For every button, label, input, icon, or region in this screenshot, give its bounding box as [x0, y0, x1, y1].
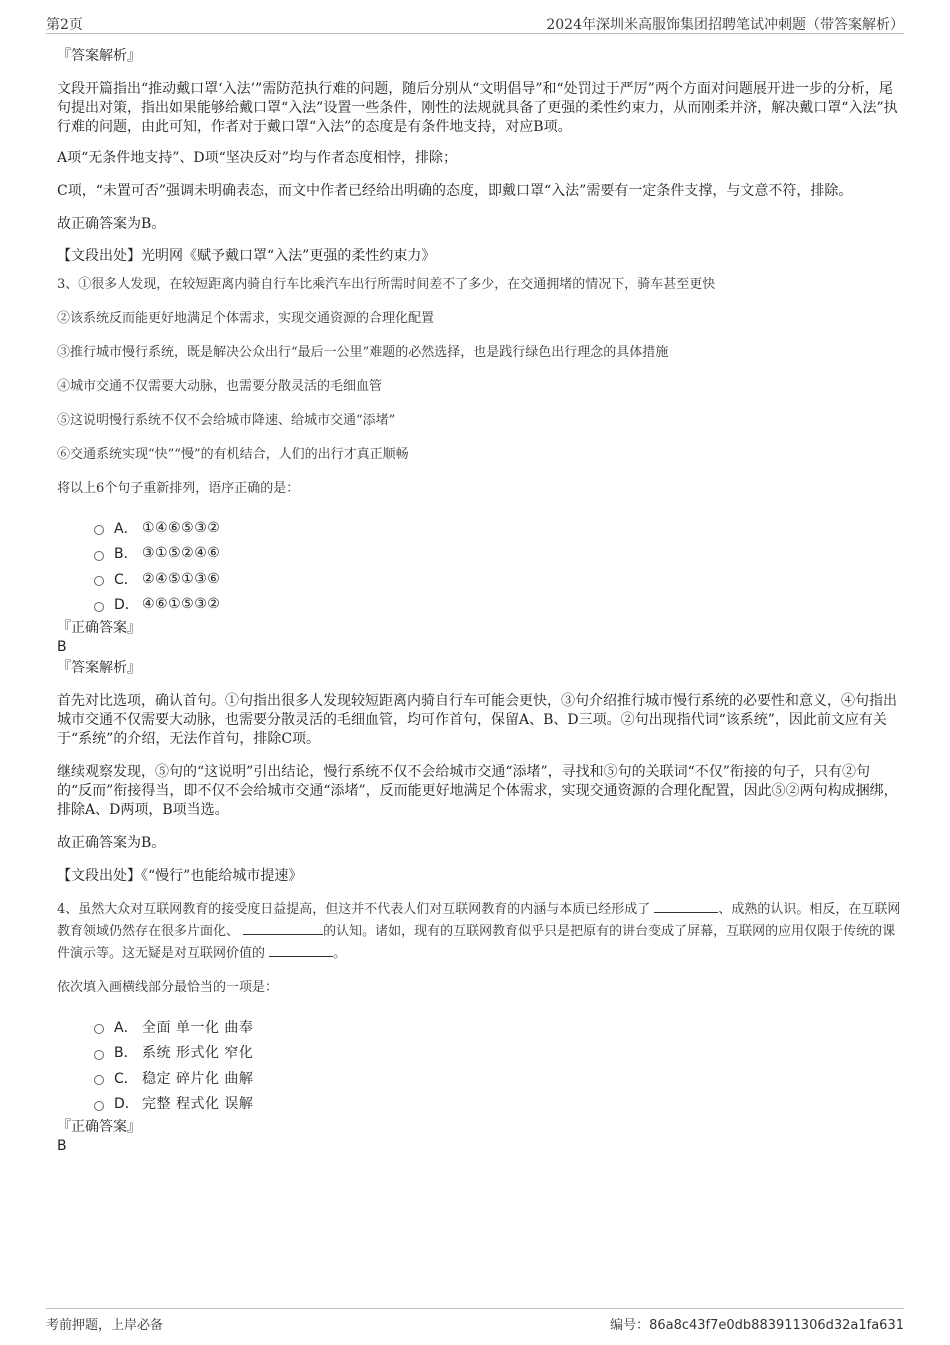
option-list [57, 515, 902, 617]
document-body [57, 40, 902, 1156]
code-label: 编号： [610, 1318, 650, 1333]
sentence-item: ③推行城市慢行系统，既是解决公众出行“最后一公里”难题的必然选择，也是践行绿色出行理念的具体措施 [57, 345, 669, 360]
stem-text: 、成熟的认识。相反，在互联网教育领域仍然存在很多片面化、 [57, 902, 901, 939]
option-text: 全面 单一化 曲奉 [142, 1019, 254, 1036]
footer-divider [46, 1308, 904, 1309]
stem-text: 的认知。诸如，现有的互联网教育似乎只是把原有的讲台变成了屏幕，互联网的应用仅限于传统的课件演示等。这无疑是对互联网价值的 [57, 924, 896, 961]
stem-text: 。 [333, 946, 347, 961]
option-letter: B． [114, 546, 138, 563]
radio-button[interactable] [94, 602, 104, 612]
sentence-item: ④城市交通不仅需要大动脉，也需要分散灵活的毛细血管 [57, 379, 383, 394]
radio-button[interactable] [94, 576, 104, 586]
analysis-conclusion: 故正确答案为B。 [57, 216, 166, 232]
correct-answer: B [57, 639, 67, 655]
fill-blank [654, 898, 718, 913]
radio-button[interactable] [94, 1075, 104, 1085]
analysis-paragraph: 继续观察发现，⑤句的“这说明”引出结论，慢行系统不仅不会给城市交通“添堵”，寻找和⑤句的关联词“不仅”衔接的句子，只有②句的“反而”衔接得当，即不仅不会给城市交通“添堵”，反而能更好地满足个体需求，实现交通资源的合理化配置，因此⑤②两句构成捆绑，排除A、D两项，B项当选。 [57, 764, 898, 818]
option-text: 完整 程式化 误解 [142, 1096, 254, 1113]
question-stem: 3、①很多人发现，在较短距离内骑自行车比乘汽车出行所需时间差不了多少，在交通拥堵的情况下，骑车甚至更快 [57, 277, 716, 292]
option-letter: A． [114, 520, 138, 537]
sentence-item: ②该系统反而能更好地满足个体需求，实现交通资源的合理化配置 [57, 311, 435, 326]
sentence-item: ⑤这说明慢行系统不仅不会给城市降速、给城市交通“添堵” [57, 413, 396, 428]
option-text: ④⑥①⑤③② [142, 596, 221, 613]
stem-text: 4、虽然大众对互联网教育的接受度日益提高，但这并不代表人们对互联网教育的内涵与本质已经形成了 [57, 902, 651, 917]
correct-answer: B [57, 1138, 67, 1154]
fill-blank [243, 920, 323, 935]
option-d[interactable] [94, 592, 902, 618]
correct-answer-label: 『正确答案』 [57, 1119, 141, 1135]
option-text: ②④⑤①③⑥ [142, 570, 221, 587]
option-d[interactable] [94, 1091, 902, 1117]
option-letter: C． [114, 571, 138, 588]
document-code [610, 1314, 904, 1333]
fill-blank [269, 942, 333, 957]
option-letter: B． [114, 1045, 138, 1062]
option-text: ③①⑤②④⑥ [142, 545, 221, 562]
source-citation: 【文段出处】《“慢行”也能给城市提速》 [57, 868, 303, 884]
analysis-paragraph: A项“无条件地支持”、D项“坚决反对”均与作者态度相悖，排除； [57, 150, 457, 166]
header-divider [46, 33, 904, 34]
option-letter: C． [114, 1070, 138, 1087]
option-letter: D． [114, 1096, 139, 1113]
radio-button[interactable] [94, 551, 104, 561]
radio-button[interactable] [94, 1050, 104, 1060]
analysis-conclusion: 故正确答案为B。 [57, 835, 166, 851]
radio-button[interactable] [94, 1024, 104, 1034]
option-text: ①④⑥⑤③② [142, 519, 221, 536]
option-list [57, 1014, 902, 1116]
question-prompt: 将以上6个句子重新排列，语序正确的是： [57, 481, 300, 496]
code-value: 86a8c43f7e0db883911306d32a1fa631 [649, 1318, 904, 1333]
question-prompt: 依次填入画横线部分最恰当的一项是： [57, 980, 279, 995]
option-b[interactable] [94, 541, 902, 567]
document-title: 2024年深圳米高服饰集团招聘笔试冲刺题（带答案解析） [546, 17, 904, 33]
analysis-paragraph: C项，“未置可否”强调未明确表态，而文中作者已经给出明确的态度，即戴口罩“入法”需要有一定条件支撑，与文意不符，排除。 [57, 183, 853, 199]
option-text: 系统 形式化 窄化 [142, 1045, 254, 1062]
page-number: 第2页 [46, 17, 83, 33]
option-c[interactable] [94, 1065, 902, 1091]
option-letter: D． [114, 597, 139, 614]
analysis-paragraph: 首先对比选项，确认首句。①句指出很多人发现较短距离内骑自行车可能会更快，③句介绍推行城市慢行系统的必要性和意义，④句指出城市交通不仅需要大动脉，也需要分散灵活的毛细血管，均可作首句，保留A、B、D三项。②句出现指代词“该系统”，因此前文应有关于“系统”的介绍，无法作首句，排除C项。 [57, 693, 897, 747]
radio-button[interactable] [94, 1101, 104, 1111]
analysis-label: 『答案解析』 [57, 48, 141, 64]
option-a[interactable] [94, 515, 902, 541]
correct-answer-label: 『正确答案』 [57, 620, 141, 636]
radio-button[interactable] [94, 525, 104, 535]
analysis-paragraph: 文段开篇指出“推动戴口罩‘入法’”需防范执行难的问题，随后分别从“文明倡导”和“处罚过于严厉”两个方面对问题展开进一步的分析，尾句提出对策，指出如果能够给戴口罩“入法”设置一些条件，刚性的法规就具备了更强的柔性约束力，从而刚柔并济，解决戴口罩“入法”执行难的问题，由此可知，作者对于戴口罩“入法”的态度是有条件地支持，对应B项。 [57, 81, 898, 135]
option-text: 稳定 碎片化 曲解 [142, 1070, 254, 1087]
option-c[interactable] [94, 566, 902, 592]
source-citation: 【文段出处】光明网《赋予戴口罩“入法”更强的柔性约束力》 [57, 248, 436, 264]
option-a[interactable] [94, 1014, 902, 1040]
option-letter: A． [114, 1019, 138, 1036]
option-b[interactable] [94, 1040, 902, 1066]
question-stem [57, 898, 902, 964]
sentence-item: ⑥交通系统实现“快”“慢”的有机结合，人们的出行才真正顺畅 [57, 447, 409, 462]
footer-slogan: 考前押题，上岸必备 [46, 1318, 164, 1333]
analysis-label: 『答案解析』 [57, 660, 141, 676]
